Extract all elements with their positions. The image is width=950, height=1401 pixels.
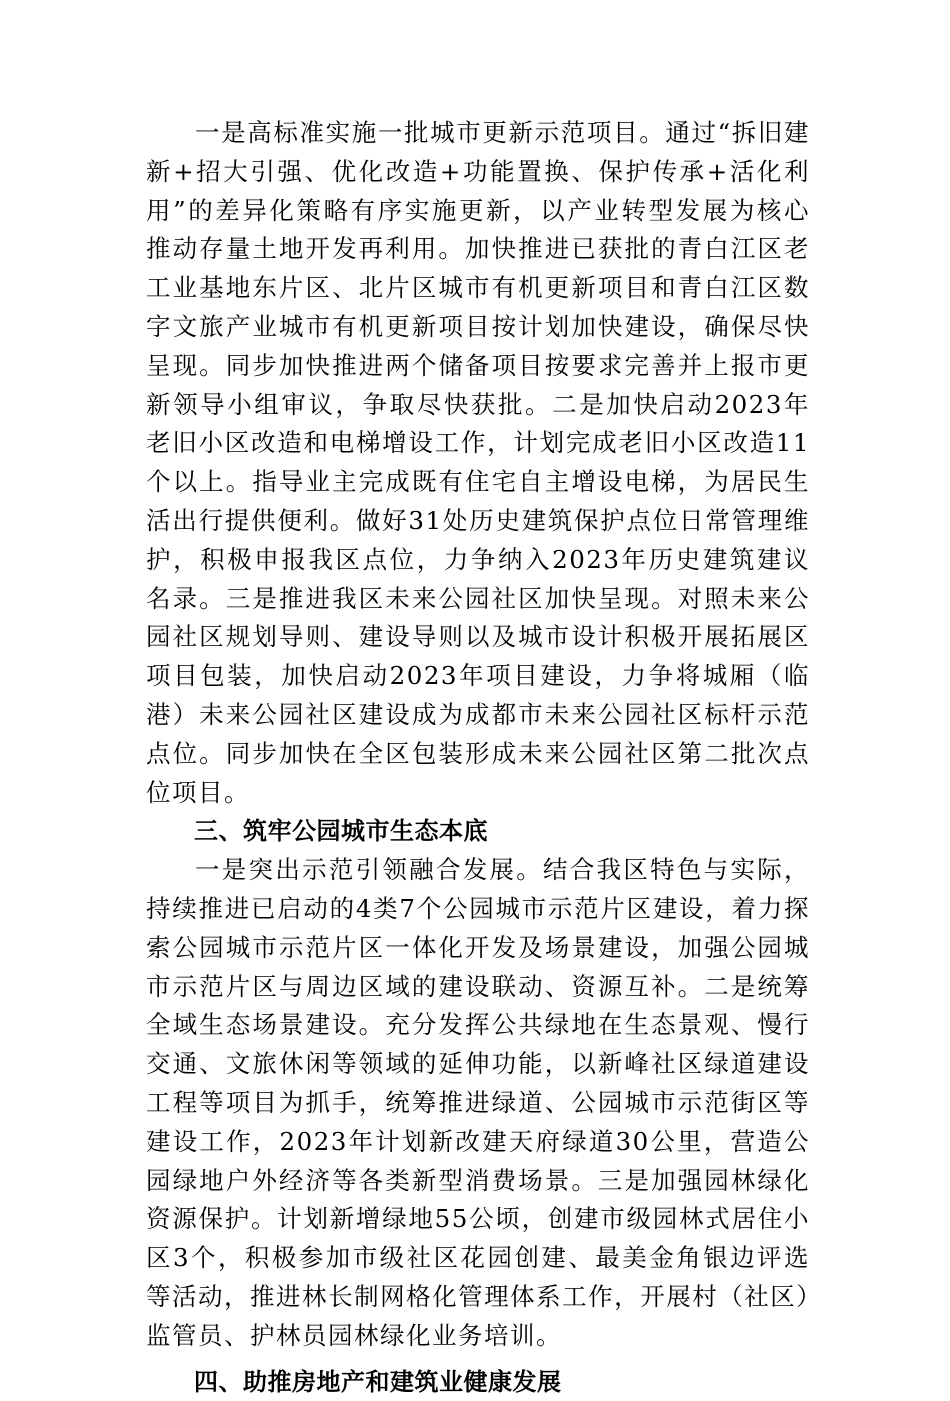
paragraph-park-city-ecology: 一是突出示范引领融合发展。结合我区特色与实际，持续推进已启动的4类7个公园城市示范片区建设，着力探索公园城市示范片区一体化开发及场景建设，加强公园城市示范片区与周边区域的建设联动、资源互补。二是统筹全域生态场景建设。充分发挥公共绿地在生态景观、慢行交通、文旅休闲等领域的延伸功能，以新峰社区绿道建设工程等项目为抓手，统筹推进绿道、公园城市示范街区等建设工作，2023年计划新改建天府绿道30公里，营造公园绿地户外经济等各类新型消费场景。三是加强园林绿化资源保护。计划新增绿地55公顷，创建市级园林式居住小区3个，积极参加市级社区花园创建、最美金角银边评选等活动，推进林长制网格化管理体系工作，开展村（社区）监管员、护林员园林绿化业务培训。	[146, 851, 810, 1355]
document-body	[146, 114, 810, 1401]
paragraph-urban-renewal: 一是高标准实施一批城市更新示范项目。通过“拆旧建新+招大引强、优化改造+功能置换、保护传承+活化利用”的差异化策略有序实施更新，以产业转型发展为核心推动存量土地开发再利用。加快推进已获批的青白江区老工业基地东片区、北片区城市有机更新项目和青白江区数字文旅产业城市有机更新项目按计划加快建设，确保尽快呈现。同步加快推进两个储备项目按要求完善并上报市更新领导小组审议，争取尽快获批。二是加快启动2023年老旧小区改造和电梯增设工作，计划完成老旧小区改造11个以上。指导业主完成既有住宅自主增设电梯，为居民生活出行提供便利。做好31处历史建筑保护点位日常管理维护，积极申报我区点位，力争纳入2023年历史建筑建议名录。三是推进我区未来公园社区加快呈现。对照未来公园社区规划导则、建设导则以及城市设计积极开展拓展区项目包装，加快启动2023年项目建设，力争将城厢（临港）未来公园社区建设成为成都市未来公园社区标杆示范点位。同步加快在全区包装形成未来公园社区第二批次点位项目。	[146, 114, 810, 812]
section-heading-4: 四、助推房地产和建筑业健康发展	[146, 1363, 810, 1401]
section-heading-3: 三、筑牢公园城市生态本底	[146, 812, 810, 851]
